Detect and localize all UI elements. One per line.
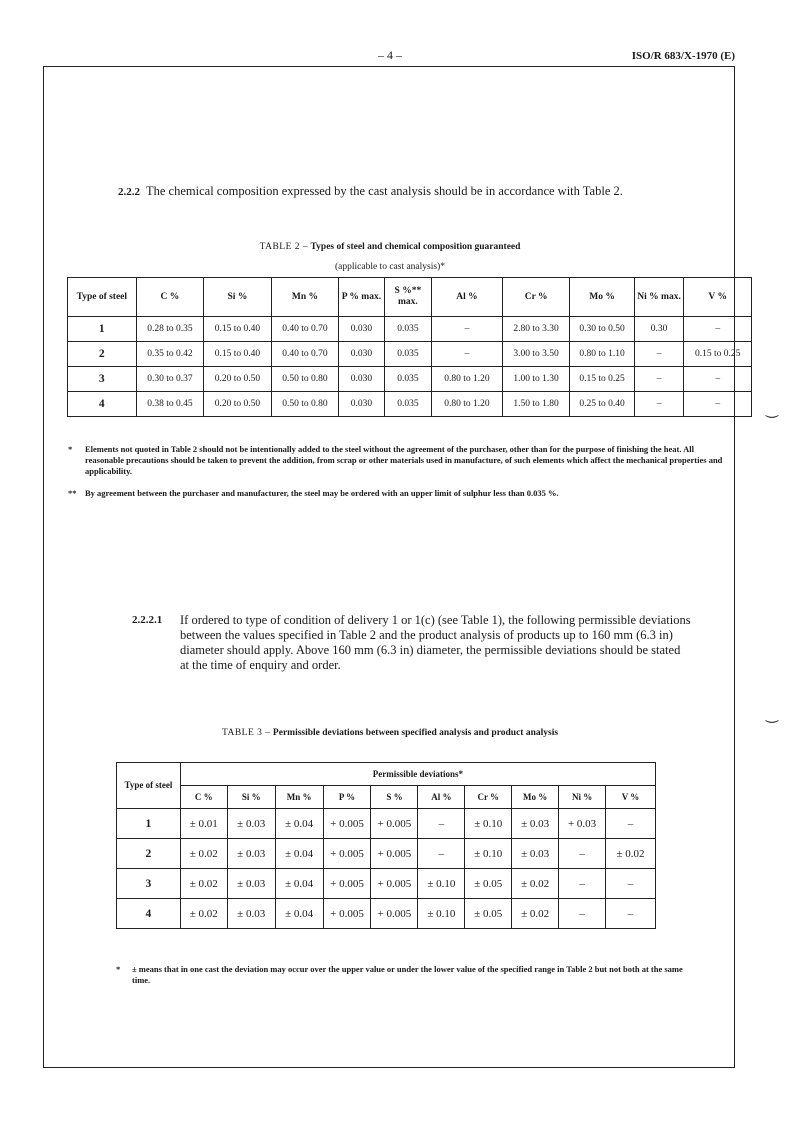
table-cell: 0.20 to 0.50 — [204, 367, 272, 392]
table3-note — [116, 964, 692, 986]
column-header: Al % — [432, 278, 503, 317]
table-cell: + 0.005 — [323, 809, 371, 839]
table2-subcaption: (applicable to cast analysis)* — [334, 262, 445, 272]
steel-type-cell: 4 — [68, 392, 137, 417]
table-cell: 0.30 to 0.37 — [136, 367, 204, 392]
column-header: Cr % — [502, 278, 570, 317]
clause-2-2-2-1 — [132, 613, 692, 673]
table-cell: + 0.005 — [371, 839, 418, 869]
table-cell: – — [418, 809, 465, 839]
column-header: Mo % — [512, 786, 559, 809]
table-cell: + 0.005 — [323, 869, 371, 899]
column-header: Ni % — [559, 786, 606, 809]
table-row — [117, 899, 656, 929]
column-header: S % — [371, 786, 418, 809]
column-header: Mn % — [271, 278, 339, 317]
table-cell: 3.00 to 3.50 — [502, 342, 570, 367]
table-cell: 0.035 — [384, 392, 432, 417]
column-header: V % — [606, 786, 656, 809]
table-cell: – — [606, 869, 656, 899]
table3-caption — [160, 728, 620, 738]
table-cell: – — [684, 392, 752, 417]
table-cell: – — [634, 367, 684, 392]
table-cell: 0.40 to 0.70 — [271, 342, 339, 367]
table-cell: 2.80 to 3.30 — [502, 317, 570, 342]
table-cell: ± 0.02 — [180, 899, 227, 929]
clause-2-2-2 — [118, 184, 623, 200]
table-cell: + 0.005 — [323, 899, 371, 929]
standard-designation: ISO/R 683/X-1970 (E) — [631, 50, 735, 62]
table-cell: – — [432, 317, 503, 342]
note-mark: ** — [68, 488, 77, 498]
clause-number: 2.2.2.1 — [132, 614, 163, 626]
table-cell: ± 0.10 — [465, 809, 512, 839]
table-row — [117, 809, 656, 839]
table-cell: – — [559, 839, 606, 869]
table-row — [68, 317, 752, 342]
margin-mark: ⏝ — [765, 403, 779, 418]
table-cell: ± 0.04 — [275, 869, 323, 899]
steel-type-cell: 1 — [117, 809, 181, 839]
table-cell: 0.50 to 0.80 — [271, 367, 339, 392]
steel-type-cell: 3 — [117, 869, 181, 899]
table-cell: ± 0.10 — [465, 839, 512, 869]
table-cell: 0.20 to 0.50 — [204, 392, 272, 417]
table-row — [68, 342, 752, 367]
steel-type-cell: 4 — [117, 899, 181, 929]
table-cell: 0.15 to 0.25 — [570, 367, 634, 392]
clause-number: 2.2.2 — [118, 186, 140, 198]
column-header: C % — [180, 786, 227, 809]
page-number: – 4 – — [378, 48, 402, 62]
table-cell: + 0.005 — [371, 809, 418, 839]
table-cell: 0.035 — [384, 342, 432, 367]
table-cell: – — [606, 809, 656, 839]
table-cell: ± 0.02 — [180, 839, 227, 869]
table3-type-header: Type of steel — [117, 763, 181, 809]
table-cell: 0.030 — [339, 317, 384, 342]
note-text: ± means that in one cast the deviation may occur over the upper value or under the lower value of the specified range in Table 2 but not both at the same time. — [132, 964, 683, 985]
table-cell: 1.50 to 1.80 — [502, 392, 570, 417]
column-header: C % — [136, 278, 204, 317]
table-2 — [67, 277, 752, 417]
steel-type-cell: 3 — [68, 367, 137, 392]
table-row — [117, 839, 656, 869]
table-row — [117, 869, 656, 899]
table-cell: 0.80 to 1.20 — [432, 367, 503, 392]
steel-type-cell: 2 — [117, 839, 181, 869]
column-header: Type of steel — [68, 278, 137, 317]
column-header: Si % — [227, 786, 275, 809]
table-cell: 0.035 — [384, 367, 432, 392]
table-cell: ± 0.10 — [418, 869, 465, 899]
table2-note-2 — [68, 488, 725, 499]
table-cell: ± 0.04 — [275, 809, 323, 839]
table-cell: 0.030 — [339, 367, 384, 392]
table3-group-header: Permissible deviations* — [180, 763, 655, 786]
column-header: Si % — [204, 278, 272, 317]
table-cell: + 0.005 — [323, 839, 371, 869]
table-cell: 0.15 to 0.40 — [204, 317, 272, 342]
note-text: By agreement between the purchaser and manufacturer, the steel may be ordered with an upper limit of sulphur less than 0.035 %. — [85, 488, 559, 498]
column-header: Mn % — [275, 786, 323, 809]
table-cell: 0.30 to 0.50 — [570, 317, 634, 342]
table-cell: – — [418, 839, 465, 869]
clause-text: If ordered to type of condition of delivery 1 or 1(c) (see Table 1), the following permissible deviations between the values specified in Table 2 and the product analysis of products up to 160 mm (6.3 in) diameter should apply. Above 160 mm (6.3 in) diameter, the permissible deviations should be stated at the time of enquiry and order. — [180, 613, 691, 672]
column-header: P % — [323, 786, 371, 809]
column-header: Mo % — [570, 278, 634, 317]
table-cell: ± 0.02 — [512, 899, 559, 929]
table-cell: 0.030 — [339, 342, 384, 367]
table-cell: ± 0.10 — [418, 899, 465, 929]
table-cell: + 0.03 — [559, 809, 606, 839]
table2-caption-title: Types of steel and chemical composition guaranteed — [310, 242, 521, 252]
table-cell: ± 0.03 — [512, 809, 559, 839]
table2-header-row — [68, 278, 752, 317]
table-row — [68, 392, 752, 417]
table-cell: 0.15 to 0.25 — [684, 342, 752, 367]
table-cell: ± 0.02 — [512, 869, 559, 899]
table-cell: ± 0.03 — [227, 899, 275, 929]
column-header: V % — [684, 278, 752, 317]
table-cell: ± 0.03 — [227, 809, 275, 839]
table-cell: – — [684, 367, 752, 392]
table-cell: – — [606, 899, 656, 929]
table-cell: 0.80 to 1.10 — [570, 342, 634, 367]
margin-mark: ⏝ — [765, 708, 779, 723]
table-cell: ± 0.05 — [465, 899, 512, 929]
column-header: Al % — [418, 786, 465, 809]
column-header: Cr % — [465, 786, 512, 809]
table-cell: ± 0.01 — [180, 809, 227, 839]
note-mark: * — [68, 444, 73, 454]
table-cell: + 0.005 — [371, 869, 418, 899]
column-header: S %** max. — [384, 278, 432, 317]
table-cell: – — [684, 317, 752, 342]
table-cell: 0.30 — [634, 317, 684, 342]
table-cell: 0.035 — [384, 317, 432, 342]
table-cell: + 0.005 — [371, 899, 418, 929]
table-cell: ± 0.03 — [512, 839, 559, 869]
table-cell: ± 0.03 — [227, 869, 275, 899]
steel-type-cell: 1 — [68, 317, 137, 342]
table-cell: 0.25 to 0.40 — [570, 392, 634, 417]
table-cell: 0.80 to 1.20 — [432, 392, 503, 417]
table2-caption-lead: TABLE 2 – — [259, 242, 309, 252]
table-cell: – — [634, 342, 684, 367]
table2-caption — [200, 242, 580, 252]
table3-group-header-row — [117, 763, 656, 786]
table-cell: – — [634, 392, 684, 417]
note-text: Elements not quoted in Table 2 should not be intentionally added to the steel without the agreement of the purchaser, other than for the purpose of finishing the heat. All reasonable precautions should be taken to prevent the addition, from scrap or other materials used in manufacture, of such elements which affect the mechanical properties and applicability. — [85, 444, 723, 476]
table3-header-row — [117, 786, 656, 809]
table-cell: 0.15 to 0.40 — [204, 342, 272, 367]
table-cell: 0.38 to 0.45 — [136, 392, 204, 417]
table2-note-1 — [68, 444, 725, 477]
table-row — [68, 367, 752, 392]
note-mark: * — [116, 964, 121, 974]
table-cell: ± 0.04 — [275, 899, 323, 929]
table-cell: ± 0.03 — [227, 839, 275, 869]
table-cell: 0.40 to 0.70 — [271, 317, 339, 342]
table-cell: – — [559, 869, 606, 899]
table-cell: ± 0.05 — [465, 869, 512, 899]
table3-caption-title: Permissible deviations between specified analysis and product analysis — [272, 728, 559, 738]
table3-caption-lead: TABLE 3 – — [221, 728, 271, 738]
table-cell: ± 0.04 — [275, 839, 323, 869]
table-cell: – — [559, 899, 606, 929]
table-cell: 1.00 to 1.30 — [502, 367, 570, 392]
table-cell: 0.35 to 0.42 — [136, 342, 204, 367]
table-cell: ± 0.02 — [180, 869, 227, 899]
table-cell: 0.28 to 0.35 — [136, 317, 204, 342]
table-3 — [116, 762, 656, 929]
table-cell: – — [432, 342, 503, 367]
column-header: P % max. — [339, 278, 384, 317]
table-cell: 0.50 to 0.80 — [271, 392, 339, 417]
steel-type-cell: 2 — [68, 342, 137, 367]
table-cell: 0.030 — [339, 392, 384, 417]
column-header: Ni % max. — [634, 278, 684, 317]
clause-text: The chemical composition expressed by the cast analysis should be in accordance with Table 2. — [146, 184, 623, 198]
table-cell: ± 0.02 — [606, 839, 656, 869]
